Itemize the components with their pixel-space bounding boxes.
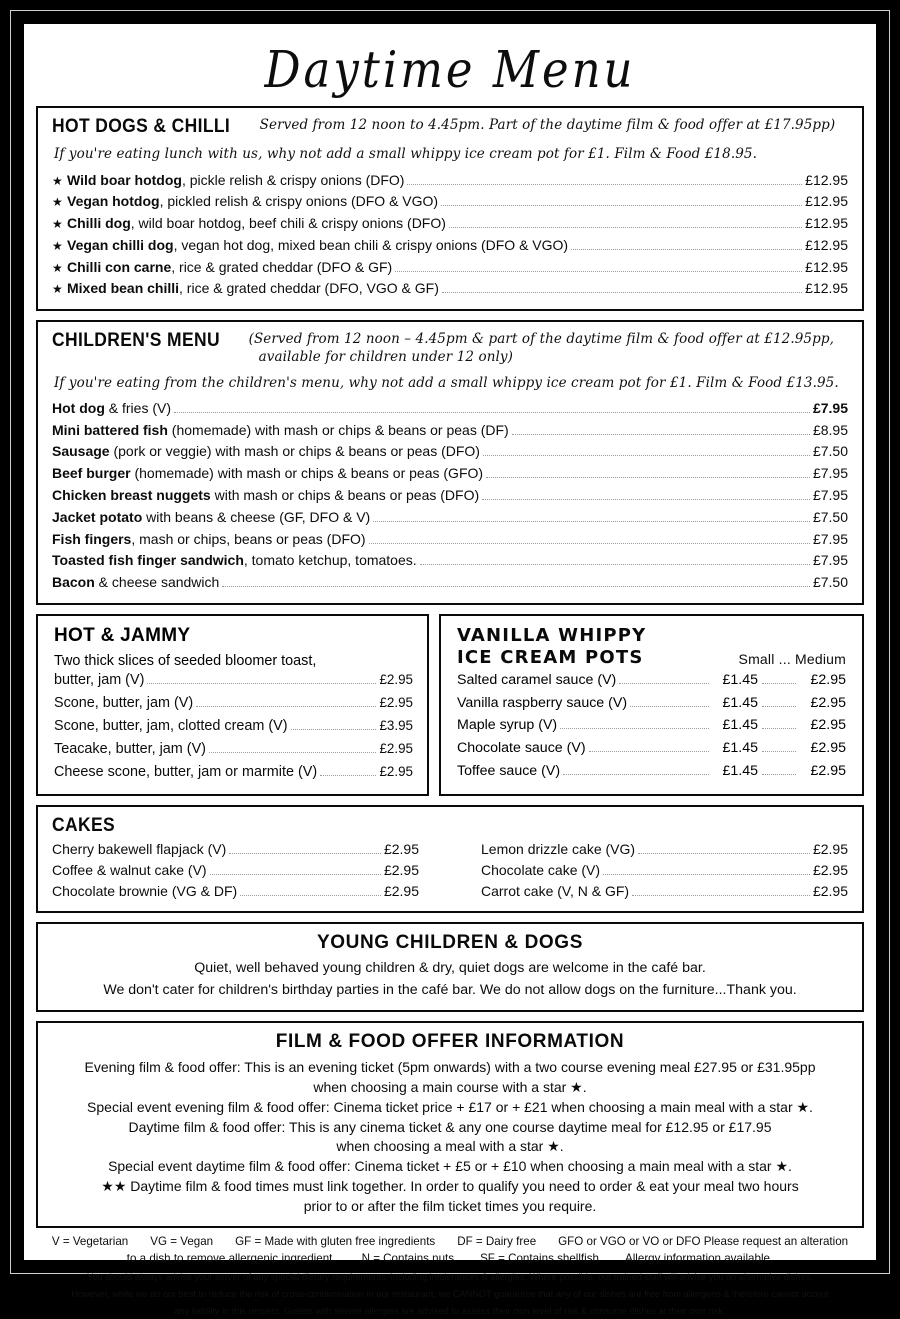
menu-item-row [457,737,846,760]
hot-dogs-heading: HOT DOGS & CHILLI [52,116,231,138]
leader-dots [320,775,376,776]
leader-dots [441,205,802,206]
star-icon: ★ [52,173,63,188]
item-price-medium: £2.95 [810,763,846,780]
leader-dots [571,249,802,250]
legend-row-1 [42,1233,858,1250]
leader-dots [762,706,796,707]
item-name: Lemon drizzle cake (VG) [481,841,636,858]
item-price: £2.95 [812,841,848,858]
leader-dots [395,271,802,272]
item-price: £7.50 [812,574,848,591]
item-price: £7.50 [812,508,848,525]
item-price: £12.95 [805,280,848,297]
item-name: Chocolate sauce (V) [457,740,586,757]
column-header-small: Small [738,650,775,667]
menu-frame-rule [10,10,890,1316]
item-name: Cherry bakewell flapjack (V) [52,841,227,858]
item-price: £2.95 [812,862,848,879]
leader-dots [174,412,810,413]
item-price: £7.95 [812,486,848,503]
item-name: Chilli con carne, rice & grated cheddar (DFO & GF) [67,258,393,275]
childrens-note: If you're eating from the children's menu, why not add a small whippy ice cream pot for £1. Film & Food £13.95. [54,374,839,391]
leader-dots [563,774,709,775]
section-hot-dogs-chilli [36,106,864,311]
childrens-heading-row [52,330,848,366]
item-name: Toasted fish finger sandwich, tomato ketchup, tomatoes. [52,552,417,569]
menu-item-row [52,169,848,191]
section-vanilla-whippy-ice-cream-pots [439,614,864,797]
menu-item-row [54,669,413,692]
menu-item-row [52,572,848,594]
leader-dots [762,774,796,775]
leader-dots [196,706,376,707]
young-children-heading: YOUNG CHILDREN & DOGS [317,932,583,954]
item-price-small: £1.45 [722,694,758,711]
leader-dots [407,184,802,185]
legend-item: GFO or VGO or VO or DFO Please request an alteration [558,1234,849,1248]
item-price: £12.95 [805,236,848,253]
leader-dots [222,586,810,587]
leader-dots [291,729,377,730]
item-price: £3.95 [379,717,413,733]
item-price: £7.50 [812,443,848,460]
menu-item-row [52,235,848,257]
leader-dots [420,564,810,565]
hot-and-jammy-lead: Two thick slices of seeded bloomer toast, [54,653,317,670]
legend-item: VG = Vegan [150,1234,214,1248]
legend-fine-print-1: You should always advise your server of any special dietary requirements, including intolerances & allergies. Where possible, our trained staff will advise you on alternative dishes. [87,1271,813,1282]
allergen-legend-footer [36,1228,864,1319]
leader-dots [442,292,802,293]
menu-item-row [457,691,846,714]
item-name: Scone, butter, jam, clotted cream (V) [54,717,288,734]
item-name: Scone, butter, jam (V) [54,694,194,711]
film-food-line: ★★ Daytime film & food times must link together. In order to qualify you need to order & eat your meal two hours [101,1178,799,1195]
menu-item-row [52,860,419,881]
menu-item-row [52,419,848,441]
item-name: Chilli dog, wild boar hotdog, beef chili & crispy onions (DFO) [67,215,446,232]
item-name: Chocolate cake (V) [481,862,601,879]
page-title: Daytime Menu [264,39,636,100]
section-pair-jammy-whippy [36,614,864,797]
item-price: £12.95 [805,193,848,210]
whippy-size-columns [739,651,846,669]
item-price: £7.95 [812,399,848,416]
leader-dots [240,895,381,896]
leader-dots [449,227,802,228]
leader-dots [373,521,810,522]
legend-item: SF = Contains shellfish [480,1252,599,1266]
item-price: £2.95 [379,694,413,710]
item-price: £2.95 [379,671,413,687]
item-price-small: £1.45 [722,717,758,734]
item-price-medium: £2.95 [810,694,846,711]
menu-item-row [52,881,419,902]
menu-item-row [52,191,848,213]
whippy-heading: VANILLA WHIPPY ICE CREAM POTS [457,624,647,668]
menu-item-row [52,257,848,279]
item-name: Vanilla raspberry sauce (V) [457,694,628,711]
item-price: £7.95 [812,465,848,482]
menu-page [24,24,876,1316]
leader-dots [147,683,376,684]
menu-item-row [457,669,846,692]
item-name: butter, jam (V) [54,671,145,688]
menu-item-row [52,278,848,300]
hot-dogs-item-list [52,169,848,300]
item-name: Toffee sauce (V) [457,763,561,780]
item-name: Vegan hotdog, pickled relish & crispy onions (DFO & VGO) [67,193,439,210]
leader-dots [209,752,377,753]
leader-dots [630,706,709,707]
item-price: £12.95 [805,171,848,188]
item-name: Teacake, butter, jam (V) [54,740,206,757]
leader-dots [560,728,709,729]
childrens-item-list [52,398,848,594]
young-children-line-2: We don't cater for children's birthday parties in the café bar. We do not allow dogs on the furniture...Thank you. [103,981,797,998]
menu-item-row [481,839,848,860]
hot-and-jammy-heading: HOT & JAMMY [54,624,191,646]
childrens-heading-note: (Served from 12 noon – 4.45pm & part of the daytime film & food offer at £12.95pp, available for children under 12 only) [248,331,834,366]
film-food-line: when choosing a main course with a star ★. [313,1078,587,1095]
menu-item-row [457,760,846,783]
item-price: £2.95 [379,740,413,756]
item-name: Beef burger (homemade) with mash or chips & beans or peas (GFO) [52,465,484,482]
leader-dots [483,455,810,456]
film-food-line: Special event evening film & food offer: Cinema ticket price + £17 or + £21 when choosing a main meal with a star ★. [87,1098,813,1115]
legend-item: DF = Dairy free [457,1234,537,1248]
leader-dots [482,499,810,500]
menu-item-row [52,507,848,529]
item-name: Fish fingers, mash or chips, beans or peas (DFO) [52,530,366,547]
legend-fine-print-3: any liability in this respect. Guests with severe allergies are advised to assess their own level of risk & consume dishes at their own risk. [174,1305,726,1316]
legend-fine-print-2: However, while we do our best to reduce the risk of cross-contamination in our restaurant, we CANNOT guarantee that any of our dishes are free from allergens & therefore cannot accept [71,1288,829,1299]
item-price: £12.95 [805,215,848,232]
item-name: Carrot cake (V, N & GF) [481,883,630,900]
cakes-column-left [52,839,419,902]
cakes-column-right [481,839,848,902]
legend-item: to a dish to remove allergenic ingredient. [126,1252,336,1266]
section-childrens-menu [36,320,864,605]
hot-dogs-heading-row [52,116,848,138]
item-name: Jacket potato with beans & cheese (GF, DFO & V) [52,508,371,525]
section-young-children-and-dogs [36,922,864,1012]
leader-dots [619,683,709,684]
film-food-heading: FILM & FOOD OFFER INFORMATION [275,1030,625,1052]
cakes-columns [52,839,848,902]
menu-item-row [457,714,846,737]
leader-dots [632,895,810,896]
item-name: Chocolate brownie (VG & DF) [52,883,238,900]
item-name: Hot dog & fries (V) [52,399,171,416]
item-price-medium: £2.95 [810,740,846,757]
cakes-heading: CAKES [52,815,116,837]
leader-dots [762,751,796,752]
item-price: £2.95 [383,841,419,858]
menu-item-row [52,550,848,572]
item-name: Cheese scone, butter, jam or marmite (V) [54,763,318,780]
hot-dogs-note: If you're eating lunch with us, why not add a small whippy ice cream pot for £1. Film & Food £18.95. [54,146,757,163]
item-name: Chicken breast nuggets with mash or chips & beans or peas (DFO) [52,486,480,503]
star-icon: ★ [52,217,63,232]
menu-item-row [481,881,848,902]
film-food-line: when choosing a meal with a star ★. [336,1138,564,1155]
menu-item-row [54,738,413,761]
legend-item: N = Contains nuts [361,1252,455,1266]
menu-item-row [52,398,848,420]
item-price: £2.95 [383,862,419,879]
young-children-line-1: Quiet, well behaved young children & dry, quiet dogs are welcome in the café bar. [194,960,706,977]
section-hot-and-jammy [36,614,429,797]
hot-and-jammy-item-list [54,669,413,784]
menu-item-row [54,692,413,715]
hot-dogs-heading-note: Served from 12 noon to 4.45pm. Part of the daytime film & food offer at £17.95pp) [259,117,836,134]
column-header-separator: ... [778,650,795,667]
item-name: Bacon & cheese sandwich [52,574,220,591]
menu-item-row [52,213,848,235]
film-food-line: Special event daytime film & food offer: Cinema ticket + £5 or + £10 when choosing a main meal with a star ★. [108,1158,792,1175]
item-name: Wild boar hotdog, pickle relish & crispy onions (DFO) [67,171,405,188]
leader-dots [369,543,810,544]
item-name: Coffee & walnut cake (V) [52,862,207,879]
menu-item-row [54,761,413,784]
film-food-line: Daytime film & food offer: This is any cinema ticket & any one course daytime meal for £12.95 or £17.95 [128,1118,772,1135]
item-price-small: £1.45 [722,671,758,688]
menu-item-row [54,715,413,738]
item-price-small: £1.45 [722,763,758,780]
leader-dots [638,853,810,854]
item-name: Salted caramel sauce (V) [457,671,617,688]
item-price-medium: £2.95 [810,671,846,688]
menu-item-row [52,485,848,507]
item-name: Maple syrup (V) [457,717,558,734]
item-price-small: £1.45 [722,740,758,757]
childrens-heading: CHILDREN'S MENU [52,330,220,352]
legend-row-2 [42,1250,858,1267]
leader-dots [486,477,810,478]
leader-dots [512,434,810,435]
menu-item-row [52,463,848,485]
star-icon: ★ [52,282,63,297]
item-price: £2.95 [379,763,413,779]
leader-dots [210,874,381,875]
menu-item-row [52,528,848,550]
item-name: Mixed bean chilli, rice & grated cheddar (DFO, VGO & GF) [67,280,439,297]
section-cakes [36,805,864,913]
section-film-and-food-offer-information [36,1021,864,1228]
item-price: £7.95 [812,552,848,569]
star-icon: ★ [52,238,63,253]
column-header-medium: Medium [795,650,846,667]
whippy-heading-row [457,625,846,669]
item-price: £8.95 [812,421,848,438]
item-name: Mini battered fish (homemade) with mash or chips & beans or peas (DF) [52,421,509,438]
legend-item: GF = Made with gluten free ingredients [235,1234,436,1248]
legend-item: V = Vegetarian [51,1234,129,1248]
leader-dots [762,683,796,684]
whippy-item-list [457,669,846,783]
film-food-line: Evening film & food offer: This is an evening ticket (5pm onwards) with a two course evening meal £27.95 or £31.95pp [84,1058,816,1075]
star-icon: ★ [52,260,63,275]
star-icon: ★ [52,195,63,210]
film-food-line: prior to or after the film ticket times you require. [303,1198,597,1215]
menu-item-row [52,839,419,860]
legend-item: Allergy information available. [624,1252,774,1266]
leader-dots [762,728,796,729]
item-price-medium: £2.95 [810,717,846,734]
item-price: £12.95 [805,258,848,275]
leader-dots [229,853,381,854]
item-price: £7.95 [812,530,848,547]
item-name: Vegan chilli dog, vegan hot dog, mixed bean chili & crispy onions (DFO & VGO) [67,236,569,253]
menu-item-row [481,860,848,881]
leader-dots [589,751,709,752]
item-price: £2.95 [812,883,848,900]
menu-item-row [52,441,848,463]
item-price: £2.95 [383,883,419,900]
item-name: Sausage (pork or veggie) with mash or chips & beans or peas (DFO) [52,443,480,460]
leader-dots [603,874,810,875]
